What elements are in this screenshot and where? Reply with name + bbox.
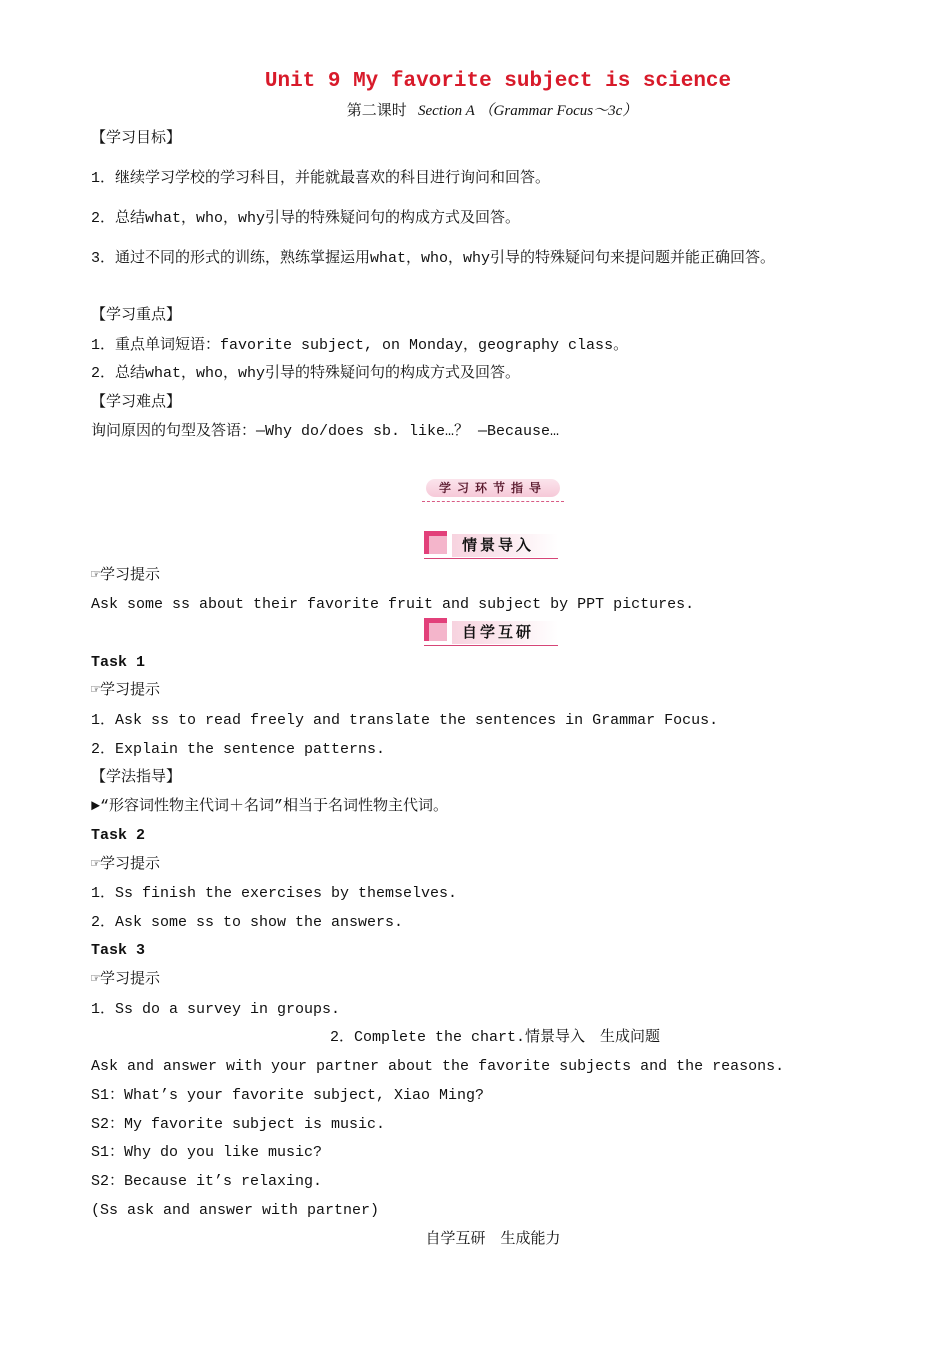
dialogue-line: S2：My favorite subject is music. [91, 1116, 386, 1133]
intro-text: Ask some ss about their favorite fruit and subject by PPT pictures. [91, 596, 695, 613]
lesson-subtitle [0, 101, 950, 121]
task3-title: Task 3 [91, 942, 146, 959]
document-title: Unit 9 My favorite subject is science [264, 70, 732, 93]
section-name: Section A [417, 103, 475, 119]
guide-banner [422, 477, 564, 502]
chart-line: 2．Complete the chart.情景导入 生成问题 [329, 1029, 661, 1046]
objective-item: 1．继续学习学校的学习科目，并能就最喜欢的科目进行询问和回答。 [91, 170, 551, 187]
study-tip: ☞学习提示 [91, 682, 161, 699]
difficulties-heading: 【学习难点】 [91, 394, 182, 411]
task1-item: 2．Explain the sentence patterns. [91, 741, 386, 758]
study-tip: ☞学习提示 [91, 971, 161, 988]
lesson-number: 第二课时 [346, 103, 407, 119]
task1-item: 1．Ask ss to read freely and translate the sentences in Grammar Focus. [91, 712, 719, 729]
section-range: （Grammar Focus～3c） [478, 103, 638, 119]
method-heading: 【学法指导】 [91, 769, 182, 786]
section-badge-label: 自学互研 [462, 623, 535, 641]
study-tip: ☞学习提示 [91, 856, 161, 873]
section-badge-label: 情景导入 [462, 536, 535, 554]
method-text: ►“形容词性物主代词＋名词”相当于名词性物主代词。 [91, 798, 449, 815]
dialogue-note: (Ss ask and answer with partner) [91, 1202, 380, 1219]
task2-item: 2．Ask some ss to show the answers. [91, 914, 404, 931]
key-points-heading: 【学习重点】 [91, 307, 182, 324]
key-point-item: 1．重点单词短语：favorite subject, on Monday，geography class。 [91, 337, 629, 354]
difficulties-text: 询问原因的句型及答语：—Why do/does sb. like…？ —Because… [91, 423, 560, 440]
guide-banner-label: 学习环节指导 [426, 479, 560, 497]
dialogue-line: S1：What’s your favorite subject, Xiao Ming? [91, 1087, 485, 1104]
objective-item: 3．通过不同的形式的训练，熟练掌握运用what，who，why引导的特殊疑问句来提问题并能正确回答。 [91, 250, 776, 267]
task2-item: 1．Ss finish the exercises by themselves. [91, 885, 458, 902]
study-tip: ☞学习提示 [91, 567, 161, 584]
objectives-heading: 【学习目标】 [91, 130, 182, 147]
footer-heading: 自学互研 生成能力 [425, 1231, 561, 1248]
dialogue-line: S1：Why do you like music? [91, 1144, 323, 1161]
task2-title: Task 2 [91, 827, 146, 844]
section-badge-intro [424, 531, 558, 559]
task1-title: Task 1 [91, 654, 146, 671]
dialogue-line: S2：Because it’s relaxing. [91, 1173, 323, 1190]
dialogue-intro: Ask and answer with your partner about the favorite subjects and the reasons. [91, 1058, 785, 1075]
objective-item: 2．总结what，who，why引导的特殊疑问句的构成方式及回答。 [91, 210, 521, 227]
section-badge-self-study [424, 618, 558, 646]
key-point-item: 2．总结what，who，why引导的特殊疑问句的构成方式及回答。 [91, 365, 521, 382]
task3-item: 1．Ss do a survey in groups. [91, 1001, 341, 1018]
